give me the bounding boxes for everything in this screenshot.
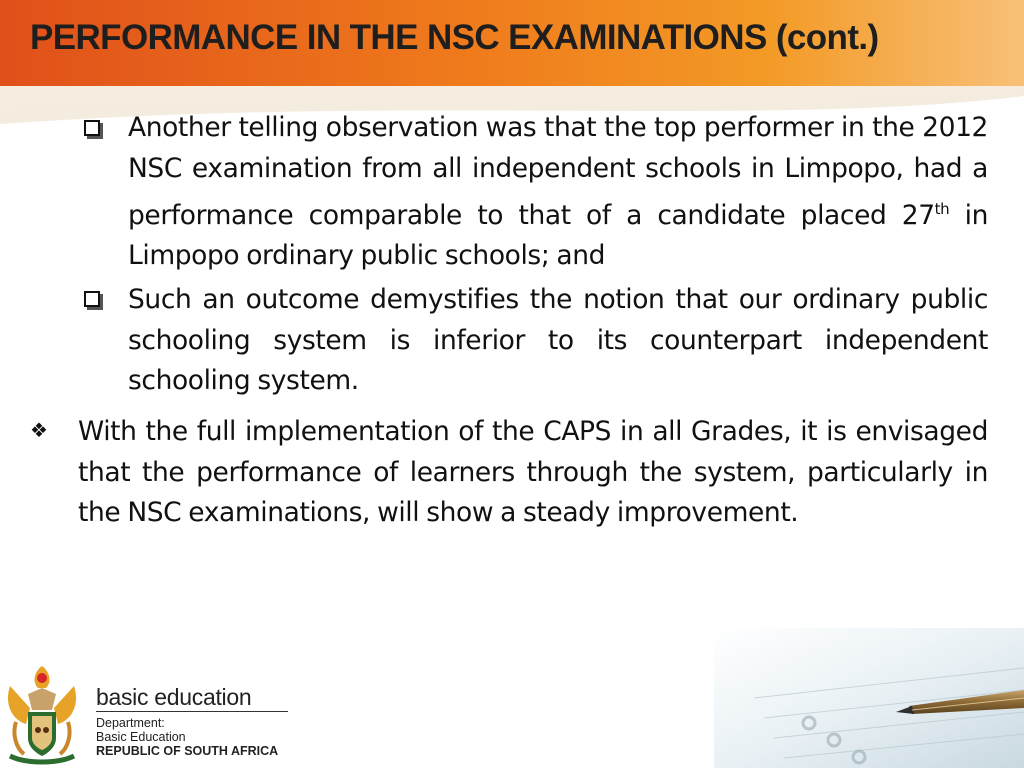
- bullet-1-text-end: in Limpopo ordinary public schools; and: [128, 199, 988, 272]
- bullet-2-text: Such an outcome demystifies the notion that our ordinary public schooling system is inferior to its counterpart independent schooling system.: [128, 284, 988, 396]
- department-name: Basic Education: [96, 730, 186, 744]
- bullet-2: [128, 280, 988, 402]
- pen-photo-decoration: [714, 628, 1024, 768]
- coat-of-arms-logo: [2, 660, 82, 766]
- slide-title: PERFORMANCE IN THE NSC EXAMINATIONS (cont.): [30, 18, 879, 57]
- diamond-bullet-icon: ❖: [30, 418, 48, 442]
- brand-name: basic education: [96, 684, 252, 710]
- country-name: REPUBLIC OF SOUTH AFRICA: [96, 744, 279, 758]
- bullet-3-text: With the full implementation of the CAPS in all Grades, it is envisaged that the performance of learners through the system, particularly in the NSC examinations, will show a steady improvement.: [78, 416, 988, 528]
- title-bar: [0, 0, 1024, 86]
- bullet-1: [128, 108, 988, 277]
- brand-divider: [96, 711, 288, 712]
- bullet-1-superscript: th: [934, 200, 950, 218]
- bullet-3: [78, 412, 988, 534]
- square-bullet-icon: [84, 120, 100, 136]
- department-label: Department:: [96, 716, 165, 730]
- bullet-1-text: Another telling observation was that the top performer in the 2012 NSC examination from all independent schools in Limpopo, had a performance comparable to that of a candidate placed 27: [128, 112, 988, 231]
- square-bullet-icon: [84, 291, 100, 307]
